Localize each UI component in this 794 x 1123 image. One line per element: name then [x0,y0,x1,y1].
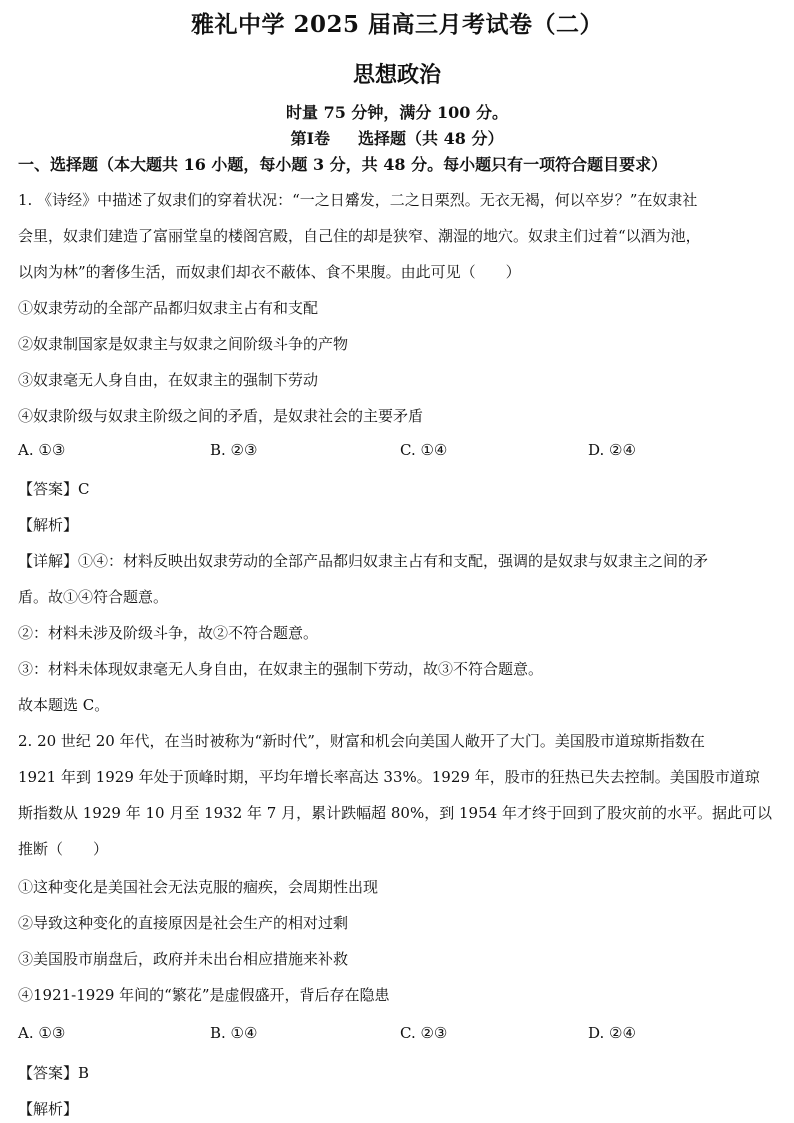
answer-label: 【答案】 [18,480,79,498]
q1-detail-line: 故本题选 C。 [18,696,110,714]
q1-option-a: A. ①③ [18,441,66,459]
time-info: 时量 75 分钟，满分 100 分。 [286,103,508,122]
q1-item: ④奴隶阶级与奴隶主阶级之间的矛盾，是奴隶社会的主要矛盾 [18,407,424,425]
section-heading: 一、选择题（本大题共 16 小题，每小题 3 分，共 48 分。每小题只有一项符合题目要求） [18,155,668,174]
q2-stem-line: 斯指数从 1929 年 10 月至 1932 年 7 月，累计跌幅超 80%，到 1954 年才终于回到了股灾前的水平。据此可以 [18,804,772,822]
subject-title: 思想政治 [352,62,441,88]
detail-text: ①④：材料反映出奴隶劳动的全部产品都归奴隶主占有和支配，强调的是奴隶与奴隶主之间的矛 [78,552,709,570]
q2-stem-line: 2. 20 世纪 20 年代，在当时被称为“新时代”，财富和机会向美国人敞开了大门。美国股市道琼斯指数在 [18,732,705,750]
q1-stem-line: 1. 《诗经》中描述了奴隶们的穿着状况：“一之日觱发，二之日栗烈。无衣无褐，何以卒岁？”在奴隶社 [18,191,698,209]
q1-item: ②奴隶制国家是奴隶主与奴隶之间阶级斗争的产物 [18,335,349,353]
part-label: 第Ⅰ卷 [290,129,331,148]
q1-item: ①奴隶劳动的全部产品都归奴隶主占有和支配 [18,299,319,317]
q2-stem-line: 1921 年到 1929 年处于顶峰时期，平均年增长率高达 33%。1929 年，股市的狂热已失去控制。美国股市道琼 [18,768,760,786]
q2-item: ②导致这种变化的直接原因是社会生产的相对过剩 [18,914,349,932]
part-name: 选择题（共 48 分） [358,129,504,148]
q1-stem-line: 以肉为林”的奢侈生活，而奴隶们却衣不蔽体、食不果腹。由此可见（ ） [18,263,521,281]
q1-detail-line [18,550,708,571]
q2-option-a: A. ①③ [18,1024,66,1042]
q1-analysis-label: 【解析】 [18,516,79,534]
q1-detail-line: ③：材料未体现奴隶毫无人身自由，在奴隶主的强制下劳动，故③不符合题意。 [18,660,544,678]
q2-analysis-label: 【解析】 [18,1100,79,1118]
q1-item: ③奴隶毫无人身自由，在奴隶主的强制下劳动 [18,371,319,389]
q1-stem-line: 会里，奴隶们建造了富丽堂皇的楼阁宫殿，自己住的却是狭窄、潮湿的地穴。奴隶主们过着“以酒为池， [18,227,701,245]
q1-option-c: C. ①④ [400,441,448,459]
q2-item: ①这种变化是美国社会无法克服的痼疾，会周期性出现 [18,878,379,896]
q1-detail-line: ②：材料未涉及阶级斗争，故②不符合题意。 [18,624,319,642]
q2-item: ③美国股市崩盘后，政府并未出台相应措施来补救 [18,950,349,968]
answer-label: 【答案】 [18,1064,79,1082]
detail-label: 【详解】 [18,552,79,570]
q2-option-c: C. ②③ [400,1024,448,1042]
q2-answer [18,1062,89,1083]
q1-option-d: D. ②④ [588,441,636,459]
q2-option-b: B. ①④ [210,1024,258,1042]
q2-option-d: D. ②④ [588,1024,636,1042]
part-heading [0,126,794,149]
answer-value: B [78,1064,90,1082]
q1-answer [18,478,90,499]
exam-title: 雅礼中学 2025 届高三月考试卷（二） [190,11,604,38]
q2-stem-line: 推断（ ） [18,840,109,858]
q2-item: ④1921-1929 年间的“繁花”是虚假盛开，背后存在隐患 [18,986,390,1004]
q1-detail-line: 盾。故①④符合题意。 [18,588,169,606]
answer-value: C [78,480,90,498]
q1-option-b: B. ②③ [210,441,258,459]
